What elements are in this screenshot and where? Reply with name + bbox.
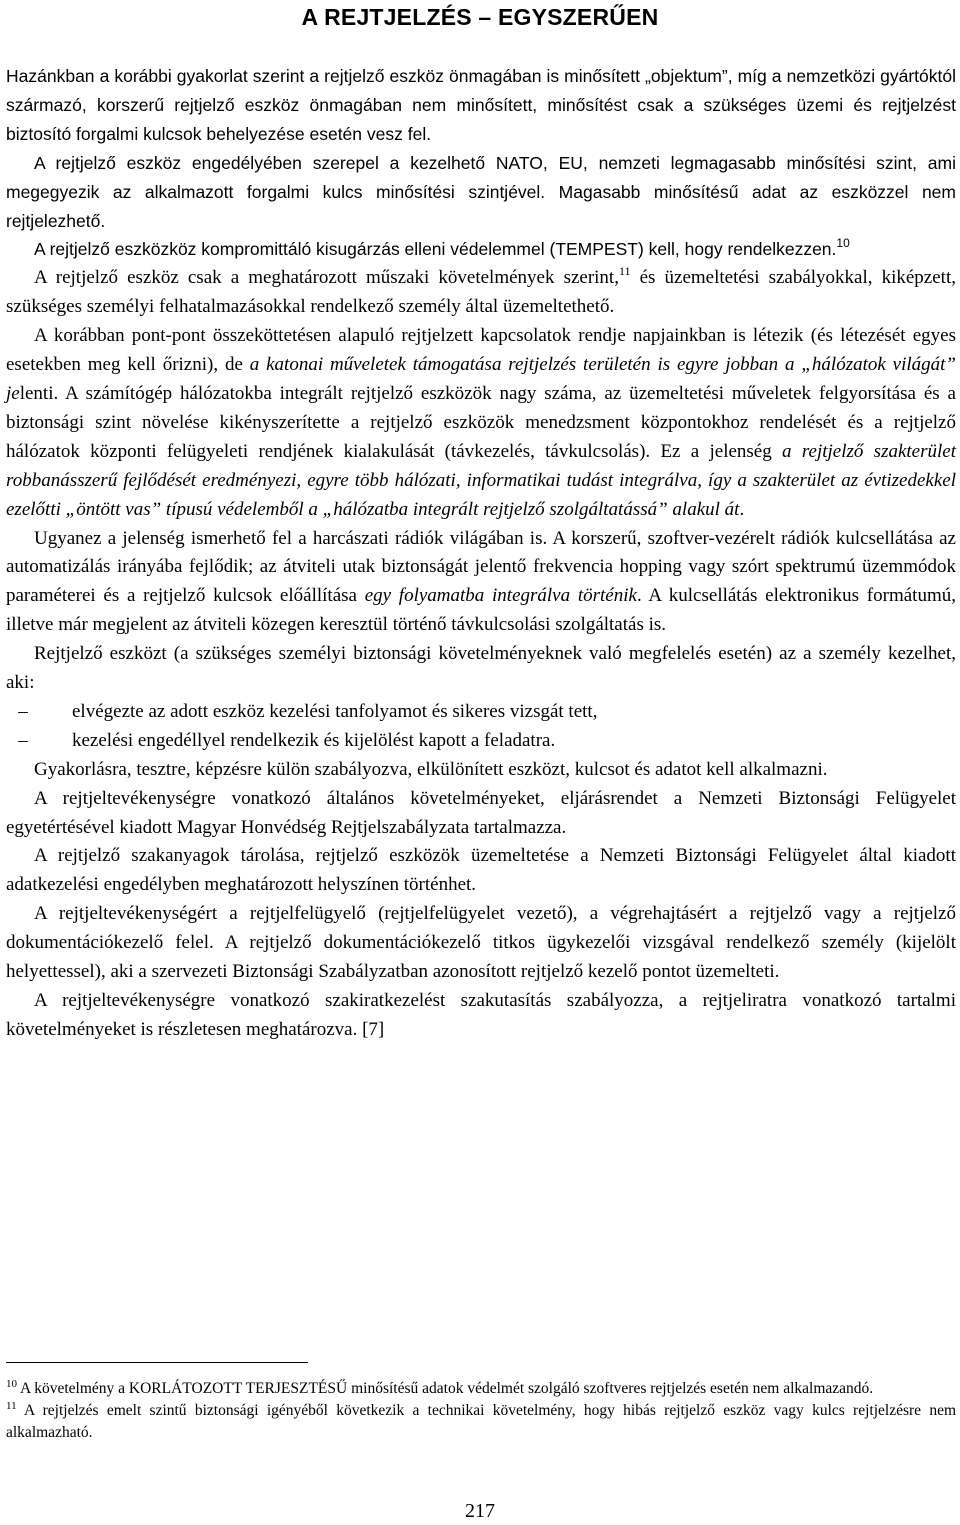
list-item-text: kezelési engedéllyel rendelkezik és kijelölést kapott a feladatra. — [72, 729, 556, 751]
paragraph-12: A rejtjeltevékenységre vonatkozó szakiratkezelést szakutasítás szabályozza, a rejtjeliratra vonatkozó tartalmi követelményeket is részletesen meghatározva. [7] — [6, 990, 956, 1040]
list-item — [6, 698, 956, 727]
paragraph-1: Hazánkban a korábbi gyakorlat szerint a rejtjelző eszköz önmagában is minősített „objektum”, míg a nemzetközi gyártóktól származó, korszerű rejtjelző eszköz önmagában nem minősített, minősítést csak a szükséges üzemi és rejtjelzést biztosító forgalmi kulcsok behelyezése esetén vesz fel. — [6, 66, 956, 144]
paragraph-5-text-e: . — [739, 498, 745, 520]
footnote-11 — [6, 1400, 956, 1444]
paragraph-2: A rejtjelző eszköz engedélyében szerepel a kezelhető NATO, EU, nemzeti legmagasabb minősítési szint, ami megegyezik az alkalmazott forgalmi kulcs minősítési szintjével. Magasabb minősítésű adat az eszközzel nem rejtjelezhető. — [6, 152, 956, 231]
paragraph-6 — [6, 525, 956, 641]
paragraph-9: A rejtjeltevékenységre vonatkozó általános követelményeket, eljárásrendet a Nemzeti Biztonsági Felügyelet egyetértésével kiadott Magyar Honvédség Rejtjelszabályzata tartalmazza. — [6, 787, 956, 838]
page-number: 217 — [465, 1500, 495, 1522]
paragraph-4-text-b: és üzemeltetési szabályokkal, kiképzett, szükséges személyi felhatalmazásokkal rendelkező személy által üzemeltethető. — [6, 267, 956, 318]
dash-bullet: – — [18, 700, 28, 722]
requirements-list — [6, 698, 956, 756]
paragraph-4-text-a: A rejtjelző eszköz csak a meghatározott műszaki követelmények szerint, — [34, 267, 619, 289]
paragraph-5-text-c: lenti. A számítógép hálózatokba integrált rejtjelző eszközök nagy száma, az üzemeltetési műveletek felgyorsítása és a biztonsági szint növelése kikényszerítette a rejtjelző eszközök menedzsment központokhoz rendelését és a rejtjelző hálózatok központi felügyeleti rendjének kialakulását (távkezelés, távkulcsolás). Ez a jelenség — [6, 382, 956, 462]
paragraph-11: A rejtjeltevékenységért a rejtjelfelügyelő (rejtjelfelügyelet vezető), a végrehajtásért a rejtjelző vagy a rejtjelző dokumentációkezelő felel. A rejtjelző dokumentációkezelő titkos ügykezelői vizsgával rendelkező személy (kijelölt helyettessel), aki a szervezeti Biztonsági Szabályzatban azonosított rejtjelző kezelő pontot üzemelteti. — [6, 903, 956, 983]
paragraph-3 — [6, 235, 956, 264]
paragraph-5-emphasis-1: a katonai műveletek támogatása rejtjelzés területén is egyre jobban a „hálózatok világát” je — [6, 354, 956, 404]
page-title: A REJTJELZÉS – EGYSZERŰEN — [301, 4, 659, 30]
paragraph-6-emphasis: egy folyamatba integrálva történik — [364, 585, 637, 607]
paragraph-6-text-a: Ugyanez a jelenség ismerhető fel a harcászati rádiók világában is. A korszerű, szoftver-vezérelt rádiók kulcsellátása az automatizálás irányába fejlődik; az átviteli utak biztonságát jelentő frekvencia hopping vagy szórt spektrumú üzemmódok paraméterei és a rejtjelző kulcsok előállítása — [6, 527, 956, 607]
list-item-text: elvégezte az adott eszköz kezelési tanfolyamot és sikeres vizsgát tett, — [72, 700, 598, 722]
footnote-10 — [6, 1378, 956, 1400]
footnote-ref-11[interactable]: 11 — [618, 264, 631, 279]
body-text — [6, 62, 956, 1045]
paragraph-10: A rejtjelző szakanyagok tárolása, rejtjelző eszközök üzemeltetése a Nemzeti Biztonsági Felügyelet által kiadott adatkezelési engedélyben meghatározott helyszínen történhet. — [6, 845, 956, 896]
paragraph-8: Gyakorlásra, tesztre, képzésre külön szabályozva, elkülönített eszközt, kulcsot és adatot kell alkalmazni. — [34, 758, 828, 780]
footnote-text: A követelmény a KORLÁTOZOTT TERJESZTÉSŰ minősítésű adatok védelmét szolgáló szoftveres rejtjelzés esetén nem alkalmazandó. — [17, 1380, 874, 1397]
paragraph-5-emphasis-2: a rejtjelző szakterület robbanásszerű fejlődését eredményezi, egyre több hálózati, informatikai tudást integrálva, így a szakterület az évtizedekkel ezelőtti „öntött vas” típusú védelemből a „hálózatba integrált rejtjelző szolgáltatássá” alakul át — [6, 440, 957, 520]
list-item — [6, 727, 956, 756]
footnotes — [6, 1378, 956, 1444]
footnote-number: 10 — [6, 1378, 17, 1390]
footnote-number: 11 — [6, 1400, 17, 1412]
footnote-separator — [6, 1362, 308, 1363]
paragraph-4 — [6, 264, 956, 322]
footnote-ref-10[interactable]: 10 — [836, 236, 850, 251]
paragraph-7: Rejtjelző eszközt (a szükséges személyi biztonsági követelményeknek való megfelelés esetén) az a személy kezelhet, aki: — [6, 643, 956, 694]
paragraph-5 — [6, 322, 956, 524]
dash-bullet: – — [18, 729, 28, 751]
paragraph-5-text-a: A korábban pont-pont összeköttetésen alapuló rejtjelzett kapcsolatok rendje napjainkban is létezik (és létezését egyes esetekben meg kell őrizni), de — [6, 325, 956, 376]
paragraph-6-text-c: . A kulcsellátás elektronikus formátumú, illetve már megjelent az átviteli közegen keresztül történő távkulcsolási szolgáltatás is. — [6, 585, 956, 636]
footnote-text: A rejtjelzés emelt szintű biztonsági igényéből következik a technikai követelmény, hogy hibás rejtjelző eszköz vagy kulcs rejtjelzésre nem alkalmazható. — [6, 1402, 956, 1441]
paragraph-3-text: A rejtjelző eszközköz kompromittáló kisugárzás elleni védelemmel (TEMPEST) kell, hogy rendelkezzen. — [34, 239, 837, 260]
